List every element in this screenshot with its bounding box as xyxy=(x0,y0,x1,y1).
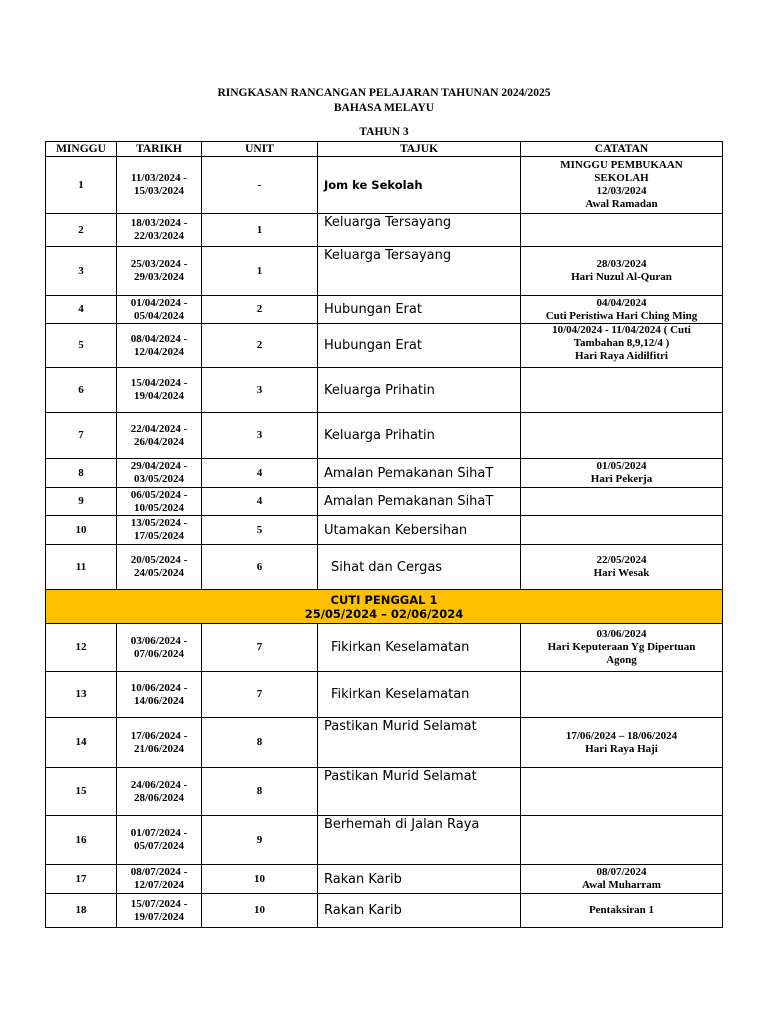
note-line: 12/03/2024 xyxy=(596,185,647,197)
cell-tajuk: Jom ke Sekolah xyxy=(318,157,521,214)
note-line: Awal Muharram xyxy=(582,879,661,891)
cell-unit: 1 xyxy=(202,214,318,247)
note-line: Hari Wesak xyxy=(593,567,650,579)
note-line: Pentaksiran 1 xyxy=(588,904,655,916)
cell-unit: 9 xyxy=(202,816,318,865)
note-line: 28/03/2024 xyxy=(596,258,647,270)
header-catatan: CATATAN xyxy=(521,142,723,157)
cell-unit: - xyxy=(202,157,318,214)
date-end: 15/03/2024 xyxy=(133,185,185,197)
cell-tarikh xyxy=(117,324,202,368)
date-start: 25/03/2024 - xyxy=(130,258,188,270)
date-end: 26/04/2024 xyxy=(133,435,185,448)
cell-tajuk: Pastikan Murid Selamat xyxy=(318,718,521,768)
cell-tarikh xyxy=(117,672,202,718)
note-line: Tambahan 8,9,12/4 ) xyxy=(573,337,670,349)
note-line: Awal Ramadan xyxy=(585,198,658,210)
header-tajuk: TAJUK xyxy=(318,142,521,157)
table-row xyxy=(46,768,723,816)
cell-minggu: 4 xyxy=(46,296,117,324)
table-row xyxy=(46,413,723,459)
date-end: 12/04/2024 xyxy=(133,345,185,358)
header-unit: UNIT xyxy=(202,142,318,157)
cell-unit: 1 xyxy=(202,247,318,296)
cell-unit: 8 xyxy=(202,768,318,816)
cell-minggu: 15 xyxy=(46,768,117,816)
cell-tajuk: Rakan Karib xyxy=(318,894,521,928)
cell-tajuk: Amalan Pemakanan SihaT xyxy=(318,459,521,488)
cell-minggu: 16 xyxy=(46,816,117,865)
cell-tajuk: Keluarga Prihatin xyxy=(318,413,521,459)
cell-tarikh xyxy=(117,368,202,413)
note-line: Cuti Peristiwa Hari Ching Ming xyxy=(545,309,698,322)
table-row xyxy=(46,865,723,894)
note-line: 17/06/2024 – 18/06/2024 xyxy=(565,729,678,742)
cell-unit: 6 xyxy=(202,545,318,590)
cell-minggu: 2 xyxy=(46,214,117,247)
note-line: Hari Pekerja xyxy=(590,473,653,485)
note-line: Hari Keputeraan Yg Dipertuan xyxy=(547,641,696,653)
date-start: 03/06/2024 - xyxy=(130,634,188,647)
cell-minggu: 17 xyxy=(46,865,117,894)
cell-tarikh xyxy=(117,157,202,214)
date-start: 17/06/2024 - xyxy=(130,729,188,742)
date-start: 01/07/2024 - xyxy=(130,827,188,839)
table-row xyxy=(46,247,723,296)
date-start: 08/07/2024 - xyxy=(130,866,188,878)
cell-catatan xyxy=(521,545,723,590)
date-start: 08/04/2024 - xyxy=(130,332,188,345)
cell-minggu: 14 xyxy=(46,718,117,768)
cell-unit: 3 xyxy=(202,413,318,459)
cell-tarikh xyxy=(117,624,202,672)
cell-tarikh xyxy=(117,247,202,296)
date-start: 01/04/2024 - xyxy=(130,296,188,309)
date-end: 21/06/2024 xyxy=(133,742,185,755)
date-start: 22/04/2024 - xyxy=(130,422,188,435)
cell-tarikh xyxy=(117,459,202,488)
cell-catatan xyxy=(521,157,723,214)
table-row xyxy=(46,368,723,413)
cell-unit: 3 xyxy=(202,368,318,413)
note-line: Hari Raya Aidilfitri xyxy=(575,350,668,362)
cell-minggu: 1 xyxy=(46,157,117,214)
cell-tarikh xyxy=(117,296,202,324)
cell-tajuk: Keluarga Tersayang xyxy=(318,247,521,296)
document-year: TAHUN 3 xyxy=(359,126,409,138)
table-row xyxy=(46,816,723,865)
cell-minggu: 13 xyxy=(46,672,117,718)
cell-tajuk: Rakan Karib xyxy=(318,865,521,894)
cell-catatan xyxy=(521,865,723,894)
holiday-break-dates: 25/05/2024 – 02/06/2024 xyxy=(304,606,464,621)
date-end: 22/03/2024 xyxy=(133,230,185,242)
cell-tarikh xyxy=(117,488,202,516)
holiday-break-row xyxy=(46,590,723,624)
header-minggu: MINGGU xyxy=(46,142,117,157)
cell-catatan xyxy=(521,768,723,816)
holiday-break-label: CUTI PENGGAL 1 xyxy=(330,592,438,607)
document-subject: BAHASA MELAYU xyxy=(333,102,435,114)
cell-tarikh xyxy=(117,816,202,865)
cell-unit: 2 xyxy=(202,296,318,324)
cell-tajuk: Amalan Pemakanan SihaT xyxy=(318,488,521,516)
cell-catatan xyxy=(521,368,723,413)
cell-minggu: 18 xyxy=(46,894,117,928)
note-line: MINGGU PEMBUKAAN xyxy=(560,159,683,171)
table-row xyxy=(46,459,723,488)
table-row xyxy=(46,214,723,247)
note-line: 03/06/2024 xyxy=(596,628,647,640)
cell-minggu: 7 xyxy=(46,413,117,459)
note-line: 01/05/2024 xyxy=(596,460,647,472)
cell-unit: 4 xyxy=(202,459,318,488)
date-start: 18/03/2024 - xyxy=(130,217,188,229)
date-end: 03/05/2024 xyxy=(133,473,185,485)
cell-catatan xyxy=(521,413,723,459)
cell-tajuk: Keluarga Tersayang xyxy=(318,214,521,247)
holiday-break-cell xyxy=(46,590,723,624)
cell-tajuk: Pastikan Murid Selamat xyxy=(318,768,521,816)
date-end: 19/04/2024 xyxy=(133,390,185,402)
cell-unit: 7 xyxy=(202,624,318,672)
cell-catatan xyxy=(521,324,723,368)
date-start: 29/04/2024 - xyxy=(130,460,188,472)
lesson-plan-table xyxy=(45,141,723,928)
cell-unit: 5 xyxy=(202,516,318,545)
cell-catatan xyxy=(521,247,723,296)
cell-catatan xyxy=(521,214,723,247)
cell-catatan xyxy=(521,296,723,324)
note-line: 08/07/2024 xyxy=(596,866,647,878)
cell-unit: 10 xyxy=(202,894,318,928)
cell-catatan xyxy=(521,718,723,768)
table-header-row xyxy=(46,142,723,157)
date-end: 17/05/2024 xyxy=(133,530,185,542)
date-end: 19/07/2024 xyxy=(133,910,185,923)
table-row xyxy=(46,894,723,928)
cell-catatan xyxy=(521,672,723,718)
cell-tajuk: Hubungan Erat xyxy=(318,296,521,324)
note-line: Hari Nuzul Al-Quran xyxy=(571,271,672,283)
date-start: 13/05/2024 - xyxy=(130,517,188,529)
cell-tajuk: Utamakan Kebersihan xyxy=(318,516,521,545)
date-start: 15/04/2024 - xyxy=(130,377,188,389)
table-row xyxy=(46,516,723,545)
date-start: 24/06/2024 - xyxy=(130,778,188,791)
date-end: 12/07/2024 xyxy=(133,879,185,891)
cell-catatan xyxy=(521,459,723,488)
cell-tajuk: Keluarga Prihatin xyxy=(318,368,521,413)
date-end: 10/05/2024 xyxy=(133,501,185,514)
header-tarikh: TARIKH xyxy=(117,142,202,157)
date-start: 11/03/2024 - xyxy=(131,172,187,184)
table-row xyxy=(46,624,723,672)
table-row xyxy=(46,157,723,214)
date-end: 07/06/2024 xyxy=(133,647,185,660)
cell-tarikh xyxy=(117,768,202,816)
cell-tajuk: Fikirkan Keselamatan xyxy=(318,624,521,672)
cell-tarikh xyxy=(117,516,202,545)
cell-tarikh xyxy=(117,718,202,768)
note-line: 10/04/2024 - 11/04/2024 ( Cuti xyxy=(552,324,691,336)
cell-tajuk: Hubungan Erat xyxy=(318,324,521,368)
cell-minggu: 3 xyxy=(46,247,117,296)
cell-minggu: 6 xyxy=(46,368,117,413)
cell-tajuk: Fikirkan Keselamatan xyxy=(318,672,521,718)
date-end: 28/06/2024 xyxy=(133,791,185,804)
cell-tarikh xyxy=(117,894,202,928)
cell-unit: 4 xyxy=(202,488,318,516)
date-end: 05/04/2024 xyxy=(133,309,185,322)
cell-tarikh xyxy=(117,865,202,894)
table-row xyxy=(46,296,723,324)
table-row xyxy=(46,488,723,516)
date-end: 24/05/2024 xyxy=(133,567,185,579)
note-line: SEKOLAH xyxy=(594,172,649,184)
note-line: Agong xyxy=(606,654,637,666)
cell-tarikh xyxy=(117,545,202,590)
cell-minggu: 9 xyxy=(46,488,117,516)
cell-tarikh xyxy=(117,413,202,459)
cell-tajuk: Sihat dan Cergas xyxy=(318,545,521,590)
date-start: 10/06/2024 - xyxy=(130,681,188,694)
cell-catatan xyxy=(521,816,723,865)
cell-unit: 7 xyxy=(202,672,318,718)
cell-minggu: 5 xyxy=(46,324,117,368)
cell-tajuk: Berhemah di Jalan Raya xyxy=(318,816,521,865)
cell-catatan xyxy=(521,624,723,672)
cell-tarikh xyxy=(117,214,202,247)
note-line: 04/04/2024 xyxy=(596,296,647,309)
cell-minggu: 10 xyxy=(46,516,117,545)
table-row xyxy=(46,672,723,718)
date-start: 06/05/2024 - xyxy=(130,488,188,501)
cell-minggu: 8 xyxy=(46,459,117,488)
table-row xyxy=(46,324,723,368)
note-line: Hari Raya Haji xyxy=(585,742,658,755)
table-row xyxy=(46,718,723,768)
table-row xyxy=(46,545,723,590)
cell-unit: 10 xyxy=(202,865,318,894)
date-start: 15/07/2024 - xyxy=(130,897,188,910)
document-title: RINGKASAN RANCANGAN PELAJARAN TAHUNAN 2024/2025 xyxy=(217,87,551,99)
document-header xyxy=(0,86,768,139)
date-end: 29/03/2024 xyxy=(133,271,185,283)
date-end: 14/06/2024 xyxy=(133,694,185,707)
date-start: 20/05/2024 - xyxy=(130,554,188,566)
date-end: 05/07/2024 xyxy=(133,840,185,852)
cell-catatan xyxy=(521,894,723,928)
cell-unit: 8 xyxy=(202,718,318,768)
note-line: 22/05/2024 xyxy=(596,554,647,566)
cell-catatan xyxy=(521,516,723,545)
cell-minggu: 12 xyxy=(46,624,117,672)
cell-minggu: 11 xyxy=(46,545,117,590)
cell-unit: 2 xyxy=(202,324,318,368)
cell-catatan xyxy=(521,488,723,516)
